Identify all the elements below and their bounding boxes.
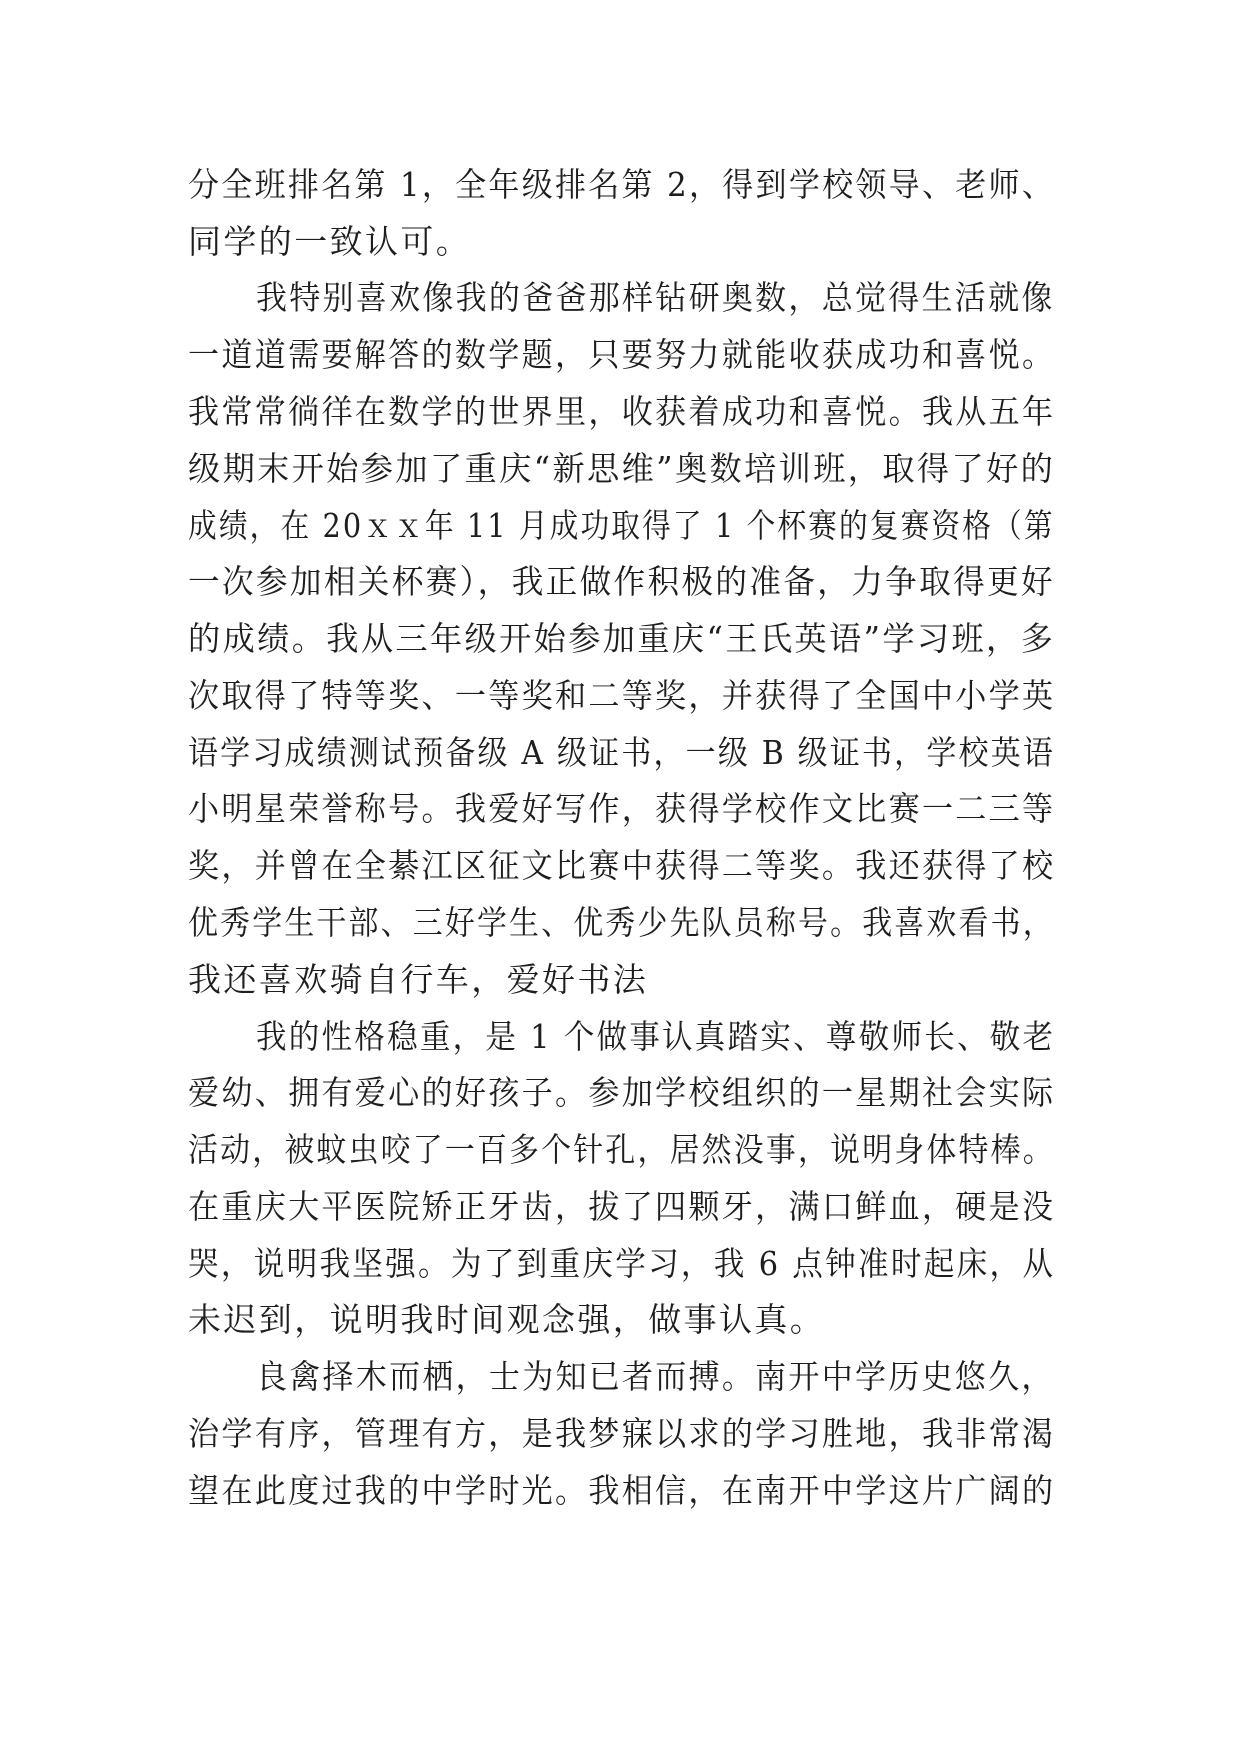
text-line: 未迟到，说明我时间观念强，做事认真。 xyxy=(188,1300,826,1339)
text-line: 奖，并曾在全綦江区征文比赛中获得二等奖。我还获得了校 xyxy=(188,846,1056,885)
text-line: 在重庆大平医院矫正牙齿，拔了四颗牙，满口鲜血，硬是没 xyxy=(188,1187,1056,1226)
text-line: 成绩，在 20ｘｘ年 11 月成功取得了 1 个杯赛的复赛资格（第 xyxy=(188,506,1055,545)
text-line: 的成绩。我从三年级开始参加重庆“王氏英语”学习班，多 xyxy=(188,619,1056,658)
text-line: 我的性格稳重，是 1 个做事认真踏实、尊敬师长、敬老 xyxy=(256,1017,1056,1056)
text-line: 一道道需要解答的数学题，只要努力就能收获成功和喜悦。 xyxy=(188,335,1056,374)
text-line: 望在此度过我的中学时光。我相信，在南开中学这片广阔的 xyxy=(188,1471,1056,1510)
text-line: 治学有序，管理有方，是我梦寐以求的学习胜地，我非常渴 xyxy=(188,1414,1056,1453)
text-line: 我特别喜欢像我的爸爸那样钻研奥数，总觉得生活就像 xyxy=(256,278,1055,317)
text-line: 我还喜欢骑自行车，爱好书法 xyxy=(188,960,649,999)
text-line: 活动，被蚊虫咬了一百多个针孔，居然没事，说明身体特棒。 xyxy=(188,1130,1055,1169)
text-line: 一次参加相关杯赛），我正做作积极的准备，力争取得更好 xyxy=(188,562,1055,601)
text-line: 我常常徜徉在数学的世界里，收获着成功和喜悦。我从五年 xyxy=(188,392,1056,431)
text-line: 优秀学生干部、三好学生、优秀少先队员称号。我喜欢看书， xyxy=(188,903,1055,942)
text-line: 良禽择木而栖，士为知已者而搏。南开中学历史悠久， xyxy=(256,1357,1055,1396)
text-line: 分全班排名第 1，全年级排名第 2，得到学校领导、老师、 xyxy=(188,165,1056,204)
text-line: 同学的一致认可。 xyxy=(188,222,472,261)
text-line: 爱幼、拥有爱心的好孩子。参加学校组织的一星期社会实际 xyxy=(188,1073,1056,1112)
text-line: 小明星荣誉称号。我爱好写作，获得学校作文比赛一二三等 xyxy=(188,789,1056,828)
text-line: 级期末开始参加了重庆“新思维”奥数培训班，取得了好的 xyxy=(188,449,1056,488)
text-line: 次取得了特等奖、一等奖和二等奖，并获得了全国中小学英 xyxy=(188,676,1056,715)
text-line: 语学习成绩测试预备级 A 级证书，一级 B 级证书，学校英语 xyxy=(188,733,1056,772)
text-line: 哭，说明我坚强。为了到重庆学习，我 6 点钟准时起床，从 xyxy=(188,1244,1056,1283)
